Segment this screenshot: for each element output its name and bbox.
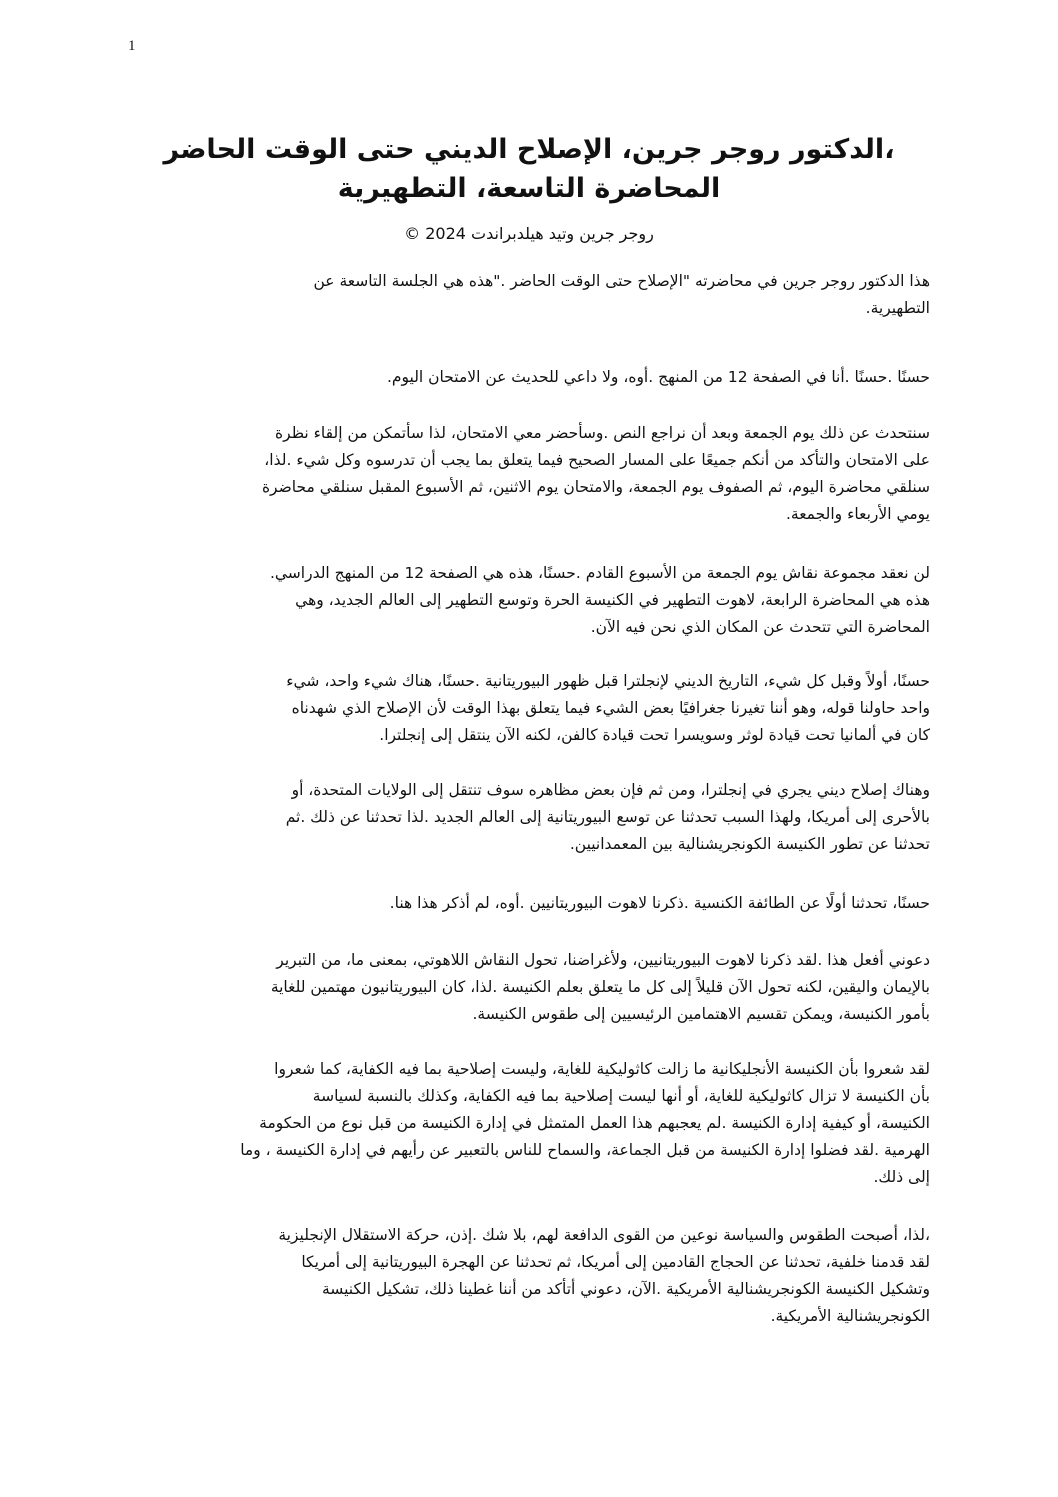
paragraph-line: هذه هي المحاضرة الرابعة، لاهوت التطهير في الكنيسة الحرة وتوسع التطهير إلى العالم الجديد، وهي <box>295 591 930 609</box>
paragraph <box>150 268 930 322</box>
paragraph-line: سنتحدث عن ذلك يوم الجمعة وبعد أن نراجع النص .وسأحضر معي الامتحان، لذا سأتمكن من إلقاء نظرة <box>275 424 930 442</box>
paragraph-line: لقد شعروا بأن الكنيسة الأنجليكانية ما زالت كاثوليكية للغاية، وليست إصلاحية بما فيه الكفاية، كما شعروا <box>274 1060 930 1078</box>
paragraph-line: الكونجريشنالية الأمريكية. <box>770 1307 930 1325</box>
paragraph-line: ،لذا، أصبحت الطقوس والسياسة نوعين من القوى الدافعة لهم، بلا شك .إذن، حركة الاستقلال الإنجليزية <box>278 1226 930 1244</box>
paragraph-line: لن نعقد مجموعة نقاش يوم الجمعة من الأسبوع القادم .حسنًا، هذه هي الصفحة 12 من المنهج الدراسي. <box>269 564 930 582</box>
paragraph-line: لقد قدمنا خلفية، تحدثنا عن الحجاج القادمين إلى أمريكا، ثم تحدثنا عن الهجرة البيوريتانية إلى أمريكا <box>301 1253 930 1271</box>
paragraph-line: بالأحرى إلى أمريكا، ولهذا السبب تحدثنا عن توسع البيوريتانية إلى العالم الجديد .لذا تحدثنا عن ذلك .ثم <box>285 808 930 826</box>
paragraph-line: حسنًا، أولاً وقبل كل شيء، التاريخ الديني لإنجلترا قبل ظهور البيوريتانية .حسنًا، هناك شيء واحد، شيء <box>286 672 930 690</box>
paragraph-line: إلى ذلك. <box>873 1168 930 1186</box>
paragraph-line: دعوني أفعل هذا .لقد ذكرنا لاهوت البيوريتانيين، ولأغراضنا، تحول النقاش اللاهوتي، بمعنى ما، من التبرير <box>276 951 930 969</box>
paragraph-line: هذا الدكتور روجر جرين في محاضرته "الإصلاح حتى الوقت الحاضر ."هذه هي الجلسة التاسعة عن <box>313 272 930 290</box>
paragraph <box>150 890 930 917</box>
paragraph-line: على الامتحان والتأكد من أنكم جميعًا على المسار الصحيح فيما يتعلق بما يجب أن تدرسوه وكل شيء .لذا، <box>264 451 930 469</box>
paragraph <box>150 668 930 749</box>
paragraph <box>150 777 930 858</box>
paragraph <box>150 364 930 391</box>
paragraph <box>150 560 930 641</box>
paragraph-line: سنلقي محاضرة اليوم، ثم الصفوف يوم الجمعة، والامتحان يوم الاثنين، ثم الأسبوع المقبل سنلقي محاضرة <box>261 478 930 496</box>
paragraph-line: بأن الكنيسة لا تزال كاثوليكية للغاية، أو أنها ليست إصلاحية بما فيه الكفاية، وكذلك بالنسبة لسياسة <box>312 1087 930 1105</box>
paragraph <box>150 1222 930 1330</box>
document-title-line-2: المحاضرة التاسعة، التطهيرية <box>337 173 721 204</box>
paragraph-line: وهناك إصلاح ديني يجري في إنجلترا، ومن ثم فإن بعض مظاهره سوف تنتقل إلى الولايات المتحدة، أو <box>291 781 930 799</box>
paragraph-line: بأمور الكنيسة، ويمكن تقسيم الاهتمامين الرئيسيين إلى طقوس الكنيسة. <box>472 1005 930 1023</box>
page-number: 1 <box>128 38 136 54</box>
paragraph-line: وتشكيل الكنيسة الكونجريشنالية الأمريكية .الآن، دعوني أتأكد من أننا غطينا ذلك، تشكيل الكنيسة <box>321 1280 930 1298</box>
document-title-line-1: ،الدكتور روجر جرين، الإصلاح الديني حتى الوقت الحاضر <box>163 134 895 165</box>
paragraph-line: الكنيسة، أو كيفية إدارة الكنيسة .لم يعجبهم هذا العمل المتمثل في إدارة الكنيسة من قبل نوع من الحكومة <box>259 1114 930 1132</box>
paragraph-line: بالإيمان واليقين، لكنه تحول الآن قليلاً إلى كل ما يتعلق بعلم الكنيسة .لذا، كان البيوريتانيون مهتمين للغاية <box>270 978 930 996</box>
paragraph-line: يومي الأربعاء والجمعة. <box>785 505 930 523</box>
copyright-line: روجر جرين وتيد هيلدبراندت 2024 © <box>404 224 654 243</box>
paragraph <box>150 1056 930 1191</box>
paragraph-line: المحاضرة التي تتحدث عن المكان الذي نحن فيه الآن. <box>590 618 930 636</box>
paragraph <box>150 420 930 528</box>
paragraph <box>150 947 930 1028</box>
paragraph-line: واحد حاولنا قوله، وهو أننا تغيرنا جغرافيًا بعض الشيء فيما يتعلق بهذا الوقت لأن الإصلاح الذي شهدناه <box>291 699 930 717</box>
paragraph-line: حسنًا .حسنًا .أنا في الصفحة 12 من المنهج .أوه، ولا داعي للحديث عن الامتحان اليوم. <box>387 368 930 386</box>
paragraph-line: تحدثنا عن تطور الكنيسة الكونجريشنالية بين المعمدانيين. <box>569 835 930 853</box>
paragraph-line: التطهيرية. <box>865 299 930 317</box>
paragraph-line: الهرمية .لقد فضلوا إدارة الكنيسة من قبل الجماعة، والسماح للناس بالتعبير عن رأيهم في إدارة الكنيسة ، وما <box>240 1141 930 1159</box>
paragraph-line: كان في ألمانيا تحت قيادة لوثر وسويسرا تحت قيادة كالفن، لكنه الآن ينتقل إلى إنجلترا. <box>379 726 930 744</box>
paragraph-line: حسنًا، تحدثنا أولًا عن الطائفة الكنسية .ذكرنا لاهوت البيوريتانيين .أوه، لم أذكر هذا هنا. <box>389 894 930 912</box>
